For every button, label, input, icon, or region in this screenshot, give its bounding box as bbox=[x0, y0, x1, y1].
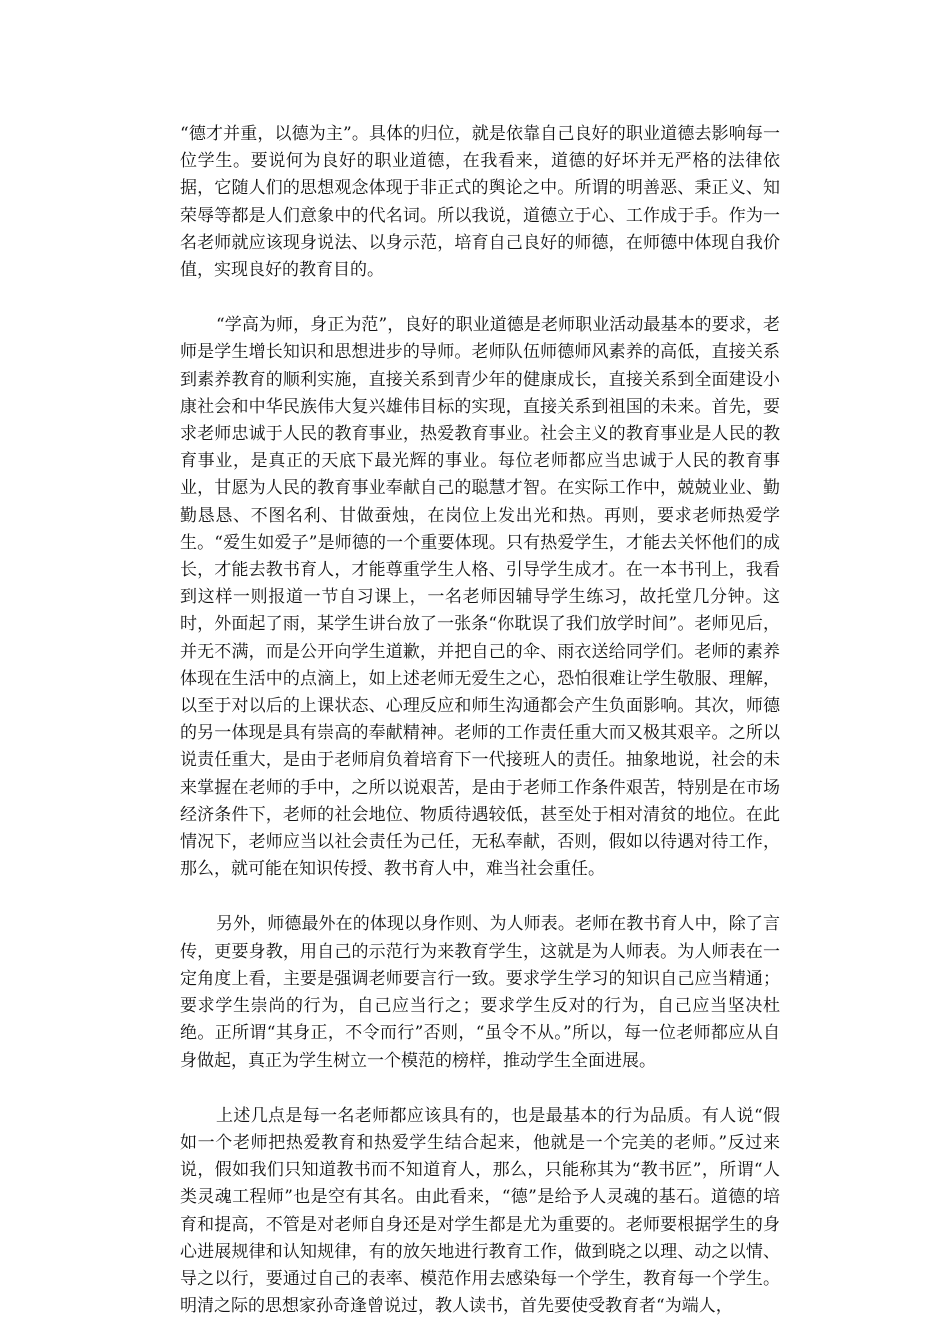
document-page bbox=[180, 121, 780, 1320]
paragraph-gap bbox=[180, 883, 780, 911]
paragraph-3: 另外，师德最外在的体现以身作则、为人师表。老师在教书育人中，除了言传，更要身教，用自己的示范行为来教育学生，这就是为人师表。为人师表在一定角度上看，主要是强调老师要言行一致。要求学生学习的知识自己应当精通；要求学生崇尚的行为，自己应当行之；要求学生反对的行为，自己应当坚决杜绝。正所谓“其身正，不令而行”否则，“虽令不从。”所以，每一位老师都应从自身做起，真正为学生树立一个模范的榜样，推动学生全面进展。 bbox=[180, 914, 780, 1071]
paragraph-gap bbox=[180, 284, 780, 312]
paragraph-2: “学高为师，身正为范”，良好的职业道德是老师职业活动最基本的要求，老师是学生增长知识和思想进步的导师。老师队伍师德师风素养的高低，直接关系到素养教育的顺利实施，直接关系到青少年的健康成长，直接关系到全面建设小康社会和中华民族伟大复兴雄伟目标的实现，直接关系到祖国的未来。首先，要求老师忠诚于人民的教育事业，热爱教育事业。社会主义的教育事业是人民的教育事业，是真正的天底下最光辉的事业。每位老师都应当忠诚于人民的教育事业，甘愿为人民的教育事业奉献自己的聪慧才智。在实际工作中，兢兢业业、勤勤恳恳、不图名利、甘做蚕烛，在岗位上发出光和热。再则，要求老师热爱学生。“爱生如爱子”是师德的一个重要体现。只有热爱学生，才能去关怀他们的成长，才能去教书育人，才能尊重学生人格、引导学生成才。在一本书刊上，我看到这样一则报道一节自习课上，一名老师因辅导学生练习，故托堂几分钟。这时，外面起了雨，某学生讲台放了一张条“你耽误了我们放学时间”。老师见后，并无不满，而是公开向学生道歉，并把自己的伞、雨衣送给同学们。老师的素养体现在生活中的点滴上，如上述老师无爱生之心，恐怕很难让学生敬服、理解，以至于对以后的上课状态、心理反应和师生沟通都会产生负面影响。其次，师德的另一体现是具有崇高的奉献精神。老师的工作责任重大而又极其艰辛。之所以说责任重大，是由于老师肩负着培育下一代接班人的责任。抽象地说，社会的未来掌握在老师的手中，之所以说艰苦，是由于老师工作条件艰苦，特别是在市场经济条件下，老师的社会地位、物质待遇较低，甚至处于相对清贫的地位。在此情况下，老师应当以社会责任为己任，无私奉献，否则，假如以待遇对待工作，那么，就可能在知识传授、教书育人中，难当社会重任。 bbox=[180, 315, 780, 880]
paragraph-gap bbox=[180, 1075, 780, 1103]
paragraph-4: 上述几点是每一名老师都应该具有的，也是最基本的行为品质。有人说“假如一个老师把热爱教育和热爱学生结合起来，他就是一个完美的老师。”反过来说，假如我们只知道教书而不知道育人，那么，只能称其为“教书匠”，所谓“人类灵魂工程师”也是空有其名。由此看来，“德”是给予人灵魂的基石。道德的培育和提高，不管是对老师自身还是对学生都是尤为重要的。老师要根据学生的身心进展规律和认知规律，有的放矢地进行教育工作，做到晓之以理、动之以情、导之以行，要通过自己的表率、模范作用去感染每一个学生，教育每一个学生。明清之际的思想家孙奇逢曾说过，教人读书，首先要使受教育者“为端人， bbox=[180, 1105, 780, 1317]
paragraph-1: “德才并重，以德为主”。具体的归位，就是依靠自己良好的职业道德去影响每一位学生。要说何为良好的职业道德，在我看来，道德的好坏并无严格的法律依据，它随人们的思想观念体现于非正式的舆论之中。所谓的明善恶、秉正义、知荣辱等都是人们意象中的代名词。所以我说，道德立于心、工作成于手。作为一名老师就应该现身说法、以身示范，培育自己良好的师德，在师德中体现自我价值，实现良好的教育目的。 bbox=[180, 124, 780, 281]
